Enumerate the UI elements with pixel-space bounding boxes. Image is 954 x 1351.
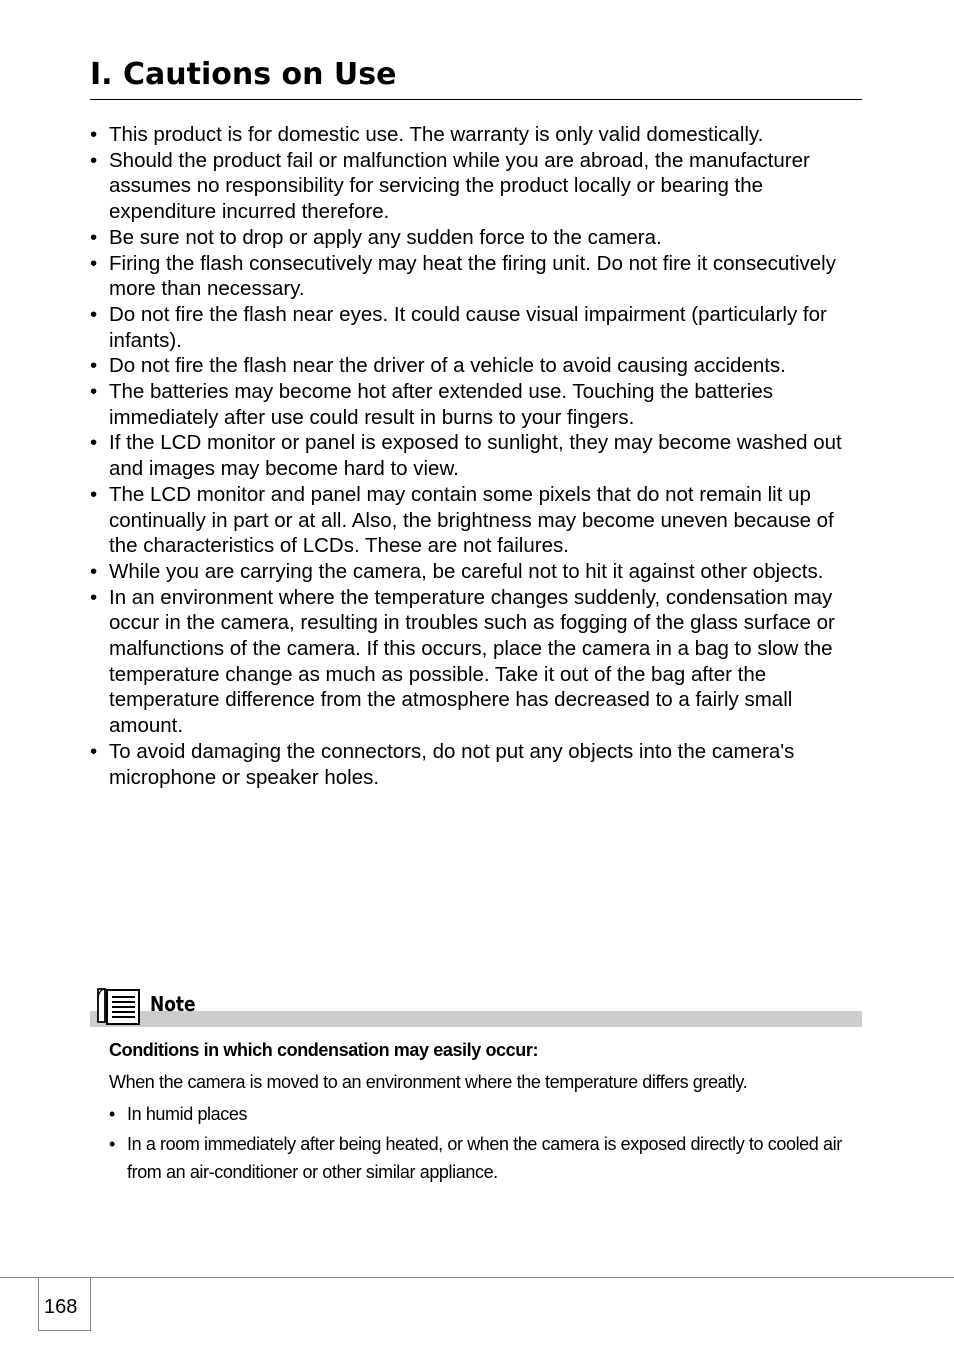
- caution-text: In an environment where the temperature changes suddenly, condensation may occur in the camera, resulting in troubles such as fogging of the glass surface or malfunctions of the camera. If this occurs, place the camera in a bag to slow the temperature change as much as possible. Take it out of the bag after the temperature difference from the atmosphere has decreased to a fairly small amount.: [109, 585, 835, 738]
- caution-text: The batteries may become hot after extended use. Touching the batteries immediately after use could result in burns to your fingers.: [109, 380, 773, 429]
- caution-text: Firing the flash consecutively may heat the firing unit. Do not fire it consecutively more than necessary.: [109, 251, 836, 301]
- note-item-text: In humid places: [127, 1104, 248, 1124]
- caution-text: Should the product fail or malfunction while you are abroad, the manufacturer assumes no responsibility for servicing the product locally or bearing the expenditure incurred therefore.: [109, 148, 810, 224]
- caution-text: This product is for domestic use. The warranty is only valid domestically.: [109, 123, 764, 146]
- bullet-icon: •: [90, 559, 98, 583]
- note-intro: When the camera is moved to an environment where the temperature differs greatly.: [109, 1072, 748, 1092]
- bullet-icon: •: [90, 225, 98, 249]
- bullet-icon: •: [109, 1104, 115, 1124]
- caution-text: While you are carrying the camera, be careful not to hit it against other objects.: [109, 559, 824, 583]
- list-item: [109, 1130, 869, 1186]
- list-item: [90, 353, 865, 379]
- bullet-icon: •: [90, 431, 98, 455]
- bullet-icon: •: [90, 251, 98, 275]
- list-item: [90, 482, 865, 559]
- list-item: [90, 585, 865, 739]
- page-title: I. Cautions on Use: [90, 57, 397, 92]
- list-item: [90, 225, 865, 251]
- bullet-icon: •: [109, 1134, 115, 1154]
- note-list: [109, 1100, 869, 1186]
- note-title: Conditions in which condensation may easily occur:: [109, 1040, 539, 1060]
- note-body: [109, 1038, 869, 1188]
- caution-text: To avoid damaging the connectors, do not put any objects into the camera's microphone or speaker holes.: [109, 739, 795, 789]
- bullet-icon: •: [90, 302, 98, 326]
- bullet-icon: •: [90, 585, 98, 609]
- note-label: Note: [150, 992, 196, 1016]
- list-item: [90, 302, 865, 353]
- footer-divider: [0, 1277, 954, 1278]
- note-header: [90, 984, 862, 1028]
- list-item: [90, 430, 865, 481]
- caution-text: Do not fire the flash near the driver of a vehicle to avoid causing accidents.: [109, 354, 786, 378]
- caution-text: The LCD monitor and panel may contain some pixels that do not remain lit up continually in part or at all. Also, the brightness may become uneven because of the characteristics of LCDs. These are not failures.: [109, 482, 834, 558]
- bullet-icon: •: [90, 482, 98, 506]
- bullet-icon: •: [90, 380, 98, 404]
- caution-text: If the LCD monitor or panel is exposed to sunlight, they may become washed out and images may become hard to view.: [109, 431, 842, 481]
- cautions-list: [90, 122, 865, 790]
- note-item-text: In a room immediately after being heated, or when the camera is exposed directly to cooled air from an air-conditioner or other similar appliance.: [127, 1134, 842, 1182]
- list-item: [90, 559, 865, 585]
- page-number: 168: [44, 1296, 78, 1318]
- bullet-icon: •: [90, 354, 98, 378]
- list-item: [109, 1100, 869, 1128]
- note-icon: [94, 986, 142, 1026]
- list-item: [90, 379, 865, 430]
- caution-text: Be sure not to drop or apply any sudden force to the camera.: [109, 225, 662, 249]
- list-item: [90, 148, 865, 225]
- list-item: [90, 739, 865, 790]
- page-number-box: [38, 1277, 91, 1331]
- list-item: [90, 251, 865, 302]
- bullet-icon: •: [90, 739, 98, 763]
- section-heading: [90, 52, 862, 100]
- note-bar: [90, 1011, 862, 1027]
- bullet-icon: •: [90, 123, 98, 146]
- list-item: [90, 122, 865, 148]
- bullet-icon: •: [90, 148, 98, 172]
- caution-text: Do not fire the flash near eyes. It could cause visual impairment (particularly for infants).: [109, 302, 827, 352]
